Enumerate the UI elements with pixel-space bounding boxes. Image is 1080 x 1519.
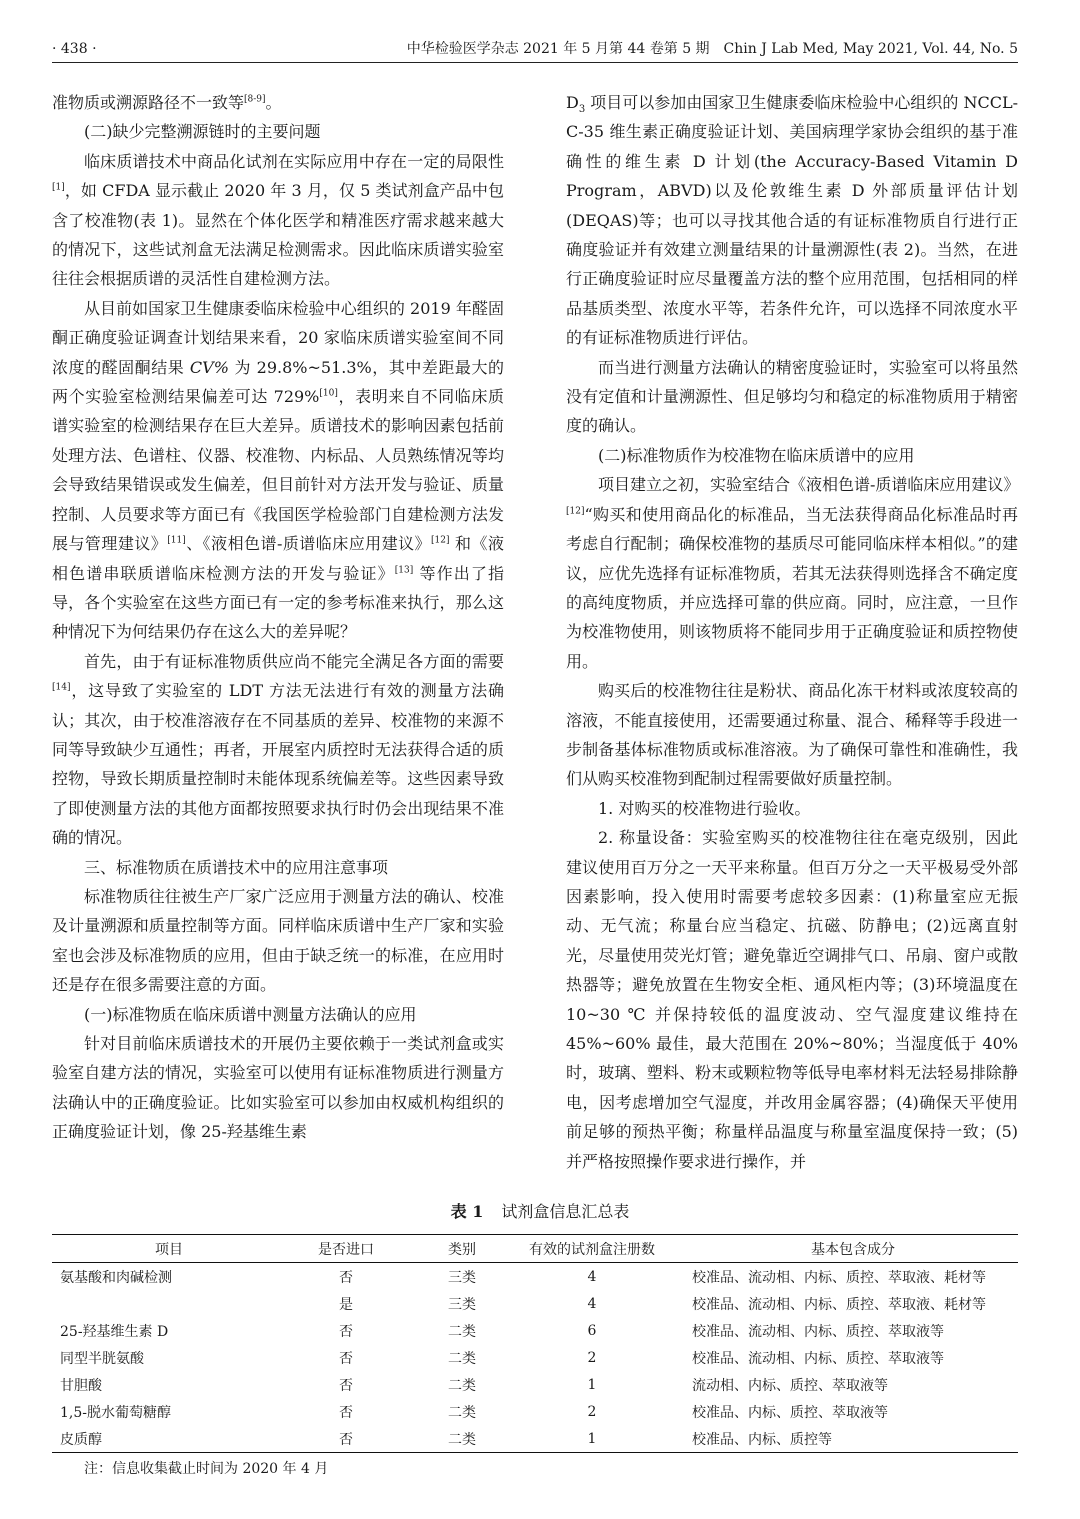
cell-imported: 否	[339, 1269, 353, 1286]
cell-class: 三类	[448, 1296, 476, 1313]
cv-term: CV%	[189, 357, 229, 377]
left-column	[52, 88, 504, 1147]
cell-components: 校准品、内标、质控、萃取液等	[692, 1404, 888, 1421]
cell-item: 1,5-脱水葡萄糖醇	[60, 1404, 171, 1421]
page-number: · 438 ·	[52, 41, 97, 57]
section-heading: (二)标准物质作为校准物在临床质谱中的应用	[598, 445, 915, 465]
cell-components: 校准品、流动相、内标、质控、萃取液等	[692, 1350, 944, 1367]
paragraph: 2. 称量设备：实验室购买的校准物往往在毫克级别，因此建议使用百万分之一天平来称量。但百万分之一天平极易受外部因素影响，投入使用时需要考虑较多因素：(1)称量室应无振动、无气流；称量台应当稳定、抗磁、防静电；(2)远离直射光，尽量使用荧光灯管；避免靠近空调排气口、吊扇、窗户或散热器等；避免放置在生物安全柜、通风柜内等；(3)环境温度在 10~30 ℃ 并保持较低的温度波动、空气湿度建议维持在 45%~60% 最佳，最大范围在 20%~80%；当湿度低于 40% 时，玻璃、塑料、粉末或颗粒物等低导电率材料无法轻易排除静电，因考虑增加空气湿度，并改用金属容器；(4)确保天平使用前足够的预热平衡；称量样品温度与称量室温度保持一致；(5)并严格按照操作要求进行操作，并	[566, 828, 1018, 1171]
cell-item: 氨基酸和肉碱检测	[60, 1269, 172, 1286]
right-column	[566, 88, 1018, 1176]
table-row	[52, 1344, 1018, 1371]
section-heading: (二)缺少完整溯源链时的主要问题	[84, 122, 321, 142]
header-registrations: 有效的试剂盒注册数	[529, 1241, 655, 1258]
cell-registrations: 2	[587, 1403, 597, 1420]
table-row	[52, 1317, 1018, 1344]
header-components: 基本包含成分	[811, 1241, 895, 1258]
cell-registrations: 4	[587, 1295, 597, 1312]
table-row	[52, 1290, 1018, 1317]
citation-ref[interactable]: [1]	[52, 182, 65, 193]
cell-item: 同型半胱氨酸	[60, 1350, 144, 1367]
section-heading: 三、标准物质在质谱技术中的应用注意事项	[84, 857, 389, 877]
citation-ref[interactable]: [8-9]	[244, 94, 266, 105]
header-class: 类别	[448, 1241, 476, 1258]
cell-class: 二类	[448, 1404, 476, 1421]
cell-imported: 是	[339, 1296, 353, 1313]
table-number: 表 1	[450, 1202, 484, 1221]
citation-ref[interactable]: [10]	[319, 388, 338, 399]
cell-item	[52, 1290, 282, 1317]
cell-registrations: 4	[587, 1268, 597, 1285]
paragraph: 针对目前临床质谱技术的开展仍主要依赖于一类试剂盒或实验室自建方法的情况，实验室可以使用有证标准物质进行测量方法确认中的正确度验证。比如实验室可以参加由权威机构组织的正确度验证计划，像 25-羟基维生素	[52, 1034, 504, 1142]
citation-ref[interactable]: [12]	[566, 506, 585, 517]
paragraph: 从目前如国家卫生健康委临床检验中心组织的 2019 年醛固酮正确度验证调查计划结果来看，20 家临床质谱实验室间不同浓度的醛固酮结果 CV% 为 29.8%~51.3%，其中差距最大的两个实验室检测结果偏差可达 729%[10]，表明来自不同临床质谱实验室的检测结果存在巨大差异。质谱技术的影响因素包括前处理方法、色谱柱、仪器、校准物、内标品、人员熟练情况等均会导致结果错误或发生偏差，但目前针对方法开发与验证、质量控制、人员要求等方面已有《我国医学检验部门自建检测方法发展与管理建议》[11]、《液相色谱-质谱临床应用建议》[12] 和《液相色谱串联质谱临床检测方法的开发与验证》[13] 等作出了指导，各个实验室在这些方面已有一定的参考标准来执行，那么这种情况下为何结果仍存在这么大的差异呢？	[52, 298, 504, 642]
table-row	[52, 1425, 1018, 1453]
paragraph: 首先，由于有证标准物质供应尚不能完全满足各方面的需要[14]，这导致了实验室的 LDT 方法无法进行有效的测量方法确认；其次，由于校准溶液存在不同基质的差异、校准物的来源不同等导致缺少互通性；再者，开展室内质控时无法获得合适的质控物，导致长期质量控制时未能体现系统偏差等。这些因素导致了即使测量方法的其他方面都按照要求执行时仍会出现结果不准确的情况。	[52, 651, 504, 848]
cell-item: 皮质醇	[60, 1431, 102, 1448]
table-caption	[0, 1200, 1080, 1224]
paragraph: 而当进行测量方法确认的精密度验证时，实验室可以将虽然没有定值和计量溯源性、但足够均匀和稳定的标准物质用于精密度的确认。	[566, 357, 1018, 436]
cell-class: 二类	[448, 1377, 476, 1394]
cell-imported: 否	[339, 1350, 353, 1367]
cell-imported: 否	[339, 1377, 353, 1394]
table-row	[52, 1371, 1018, 1398]
table-row	[52, 1263, 1018, 1291]
cell-registrations: 2	[587, 1349, 597, 1366]
cell-imported: 否	[339, 1323, 353, 1340]
paragraph: 项目建立之初，实验室结合《液相色谱-质谱临床应用建议》[12]“购买和使用商品化的标准品，当无法获得商品化标准品时再考虑自行配制；确保校准物的基质尽可能同临床样本相似。”的建议，应优先选择有证标准物质，若其无法获得则选择含不确定度的高纯度物质，并应选择可靠的供应商。同时，应注意，一旦作为校准物使用，则该物质将不能同步用于正确度验证和质控物使用。	[566, 475, 1020, 671]
paragraph: $D_3$ 项目可以参加由国家卫生健康委临床检验中心组织的 NCCL-C-35 维生素正确度验证计划、美国病理学家协会组织的基于准确性的维生素 D 计划(the Accuracy-Based Vitamin D Program，ABVD)以及伦敦维生素 D 外部质量评估计划(DEQAS)等；也可以寻找其他合适的有证标准物质自行进行正确度验证并有效建立测量结果的计量溯源性(表 2)。当然，在进行正确度验证时应尽量覆盖方法的整个应用范围，包括相同的样品基质类型、浓度水平等，若条件允许，可以选择不同浓度水平的有证标准物质进行评估。	[566, 93, 1018, 348]
table-note: 注：信息收集截止时间为 2020 年 4 月	[84, 1461, 329, 1477]
cell-components: 校准品、流动相、内标、质控、萃取液、耗材等	[692, 1269, 986, 1286]
table-row	[52, 1398, 1018, 1425]
cell-components: 流动相、内标、质控、萃取液等	[692, 1377, 888, 1394]
cell-imported: 否	[339, 1431, 353, 1448]
cell-imported: 否	[339, 1404, 353, 1421]
page-header	[52, 38, 1018, 63]
section-heading: (一)标准物质在临床质谱中测量方法确认的应用	[84, 1004, 417, 1024]
table-header-row	[52, 1235, 1018, 1263]
cell-components: 校准品、流动相、内标、质控、萃取液等	[692, 1323, 944, 1340]
cell-registrations: 1	[587, 1376, 597, 1393]
cell-class: 二类	[448, 1323, 476, 1340]
cell-registrations: 1	[587, 1430, 597, 1447]
paragraph: 标准物质往往被生产厂家广泛应用于测量方法的确认、校准及计量溯源和质量控制等方面。同样临床质谱中生产厂家和实验室也会涉及标准物质的应用，但由于缺乏统一的标准，在应用时还是存在很多需要注意的方面。	[52, 886, 504, 995]
reagent-kit-table	[52, 1234, 1018, 1453]
paragraph: 1. 对购买的校准物进行验收。	[598, 798, 811, 818]
cell-item: 25-羟基维生素 D	[60, 1323, 169, 1340]
table-title: 试剂盒信息汇总表	[501, 1202, 630, 1221]
paragraph: 购买后的校准物往往是粉状、商品化冻干材料或浓度较高的溶液，不能直接使用，还需要通过称量、混合、稀释等手段进一步制备基体标准物质或标准溶液。为了确保可靠性和准确性，我们从购买校准物到配制过程需要做好质量控制。	[566, 681, 1018, 789]
citation-ref[interactable]: [11]	[167, 535, 186, 546]
cell-registrations: 6	[587, 1322, 597, 1339]
citation-ref[interactable]: [12]	[431, 535, 450, 546]
header-item: 项目	[155, 1241, 183, 1258]
cell-class: 二类	[448, 1350, 476, 1367]
header-imported: 是否进口	[318, 1241, 374, 1258]
cell-components: 校准品、内标、质控等	[692, 1431, 832, 1448]
cell-class: 二类	[448, 1431, 476, 1448]
citation-ref[interactable]: [13]	[394, 565, 414, 576]
citation-ref[interactable]: [14]	[52, 682, 71, 693]
paragraph: 准物质或溯源路径不一致等[8-9]。	[52, 93, 282, 112]
journal-citation: 中华检验医学杂志 2021 年 5 月第 44 卷第 5 期 Chin J Lab Med, May 2021, Vol. 44, No. 5	[406, 41, 1018, 57]
cell-item: 甘胆酸	[60, 1377, 102, 1394]
paragraph: 临床质谱技术中商品化试剂在实际应用中存在一定的局限性[1]，如 CFDA 显示截止 2020 年 3 月，仅 5 类试剂盒产品中包含了校准物(表 1)。显然在个体化医学和精准医疗需求越来越大的情况下，这些试剂盒无法满足检测需求。因此临床质谱实验室往往会根据质谱的灵活性自建检测方法。	[52, 151, 504, 289]
cell-class: 三类	[448, 1269, 476, 1286]
cell-components: 校准品、流动相、内标、质控、萃取液、耗材等	[692, 1296, 986, 1313]
